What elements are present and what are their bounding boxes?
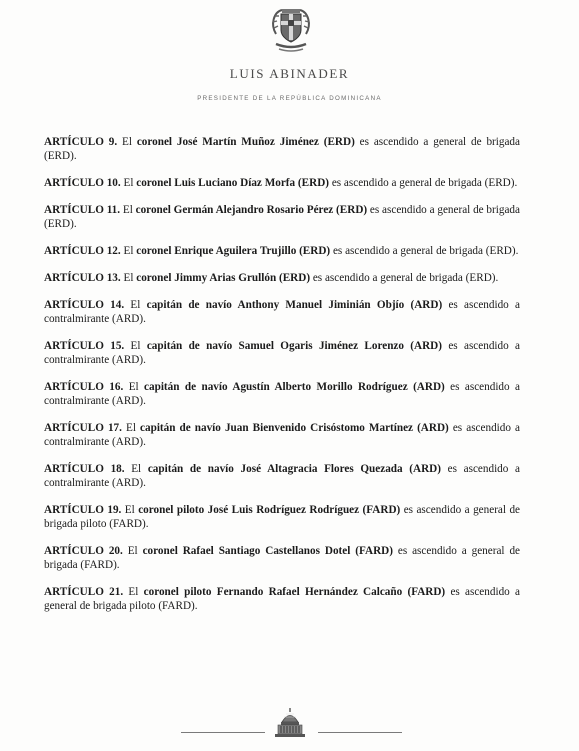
article-label: ARTÍCULO 18. — [44, 463, 125, 476]
article-text: es ascendido a general de brigada (FARD). — [44, 545, 521, 572]
article-text: es ascendido a contralmirante (ARD). — [44, 463, 520, 490]
article-subject: capitán de navío Juan Bienvenido Crisóstomo Martínez (ARD) — [140, 422, 449, 435]
article-paragraph — [44, 339, 520, 367]
article-label: ARTÍCULO 19. — [44, 504, 122, 517]
article-text: El — [124, 340, 147, 353]
article-paragraph — [44, 203, 520, 231]
article-text: es ascendido a contralmirante (ARD). — [44, 299, 520, 326]
article-subject: coronel piloto Fernando Rafael Hernández Calcaño (FARD) — [143, 586, 446, 599]
article-paragraph — [44, 380, 520, 408]
article-text: El — [121, 422, 141, 435]
article-paragraph — [44, 298, 520, 326]
article-label: ARTÍCULO 16. — [44, 381, 124, 394]
article-paragraph — [44, 271, 520, 285]
article-text: El — [120, 245, 137, 258]
article-subject: coronel Germán Alejandro Rosario Pérez (ERD) — [135, 204, 368, 217]
article-label: ARTÍCULO 20. — [44, 545, 123, 558]
articles-list — [44, 124, 520, 626]
article-subject: coronel Luis Luciano Díaz Morfa (ERD) — [136, 177, 330, 190]
article-paragraph — [44, 585, 520, 613]
article-subject: capitán de navío Agustín Alberto Morillo Rodríguez (ARD) — [144, 381, 445, 394]
article-label: ARTÍCULO 15. — [44, 340, 125, 353]
president-name: LUIS ABINADER — [229, 66, 350, 81]
article-subject: coronel Rafael Santiago Castellanos Dotel (FARD) — [142, 545, 393, 558]
article-subject: capitán de navío Samuel Ogaris Jiménez Lorenzo (ARD) — [146, 340, 442, 353]
article-text: El — [117, 136, 137, 149]
article-text: El — [120, 177, 137, 190]
article-subject: coronel José Martín Muñoz Jiménez (ERD) — [136, 136, 355, 149]
article-text: es ascendido a general de brigada (ERD). — [44, 136, 520, 163]
article-text: El — [123, 381, 145, 394]
article-text: es ascendido a general de brigada piloto (FARD). — [44, 586, 520, 613]
article-paragraph — [44, 462, 520, 490]
article-label: ARTÍCULO 11. — [44, 204, 121, 217]
article-subject: coronel Jimmy Arias Grullón (ERD) — [136, 272, 311, 285]
article-label: ARTÍCULO 13. — [44, 272, 121, 285]
article-text: El — [124, 463, 148, 476]
article-text: El — [120, 272, 137, 285]
article-subject: capitán de navío Anthony Manuel Jiminián Objío (ARD) — [146, 299, 443, 312]
article-text: es ascendido a contralmirante (ARD). — [44, 422, 520, 449]
president-title: PRESIDENTE DE LA REPÚBLICA DOMINICANA — [197, 95, 382, 102]
article-text: El — [121, 504, 139, 517]
article-text: El — [124, 299, 147, 312]
national-palace-icon — [272, 708, 308, 738]
article-paragraph — [44, 244, 520, 258]
article-paragraph — [44, 135, 520, 163]
article-label: ARTÍCULO 9. — [44, 136, 118, 149]
article-text: es ascendido a general de brigada (ERD). — [310, 272, 499, 285]
article-paragraph — [44, 176, 520, 190]
article-subject: coronel piloto José Luis Rodríguez Rodríguez (FARD) — [138, 504, 401, 517]
article-label: ARTÍCULO 12. — [44, 245, 121, 258]
footer-divider-right — [318, 732, 402, 733]
coat-of-arms-icon — [268, 4, 314, 54]
article-paragraph — [44, 503, 520, 531]
article-text: es ascendido a general de brigada (ERD). — [329, 177, 518, 190]
article-text: es ascendido a contralmirante (ARD). — [44, 340, 520, 367]
article-text: El — [122, 545, 143, 558]
article-text: El — [123, 586, 144, 599]
article-label: ARTÍCULO 17. — [44, 422, 122, 435]
article-subject: capitán de navío José Altagracia Flores Quezada (ARD) — [147, 463, 441, 476]
article-text: El — [120, 204, 136, 217]
article-paragraph — [44, 421, 520, 449]
article-subject: coronel Enrique Aguilera Trujillo (ERD) — [136, 245, 331, 258]
article-label: ARTÍCULO 14. — [44, 299, 125, 312]
article-text: es ascendido a contralmirante (ARD). — [44, 381, 520, 408]
article-text: es ascendido a general de brigada (ERD). — [330, 245, 519, 258]
footer-divider-left — [181, 732, 265, 733]
article-text: es ascendido a general de brigada (ERD). — [44, 204, 520, 231]
article-text: es ascendido a general de brigada piloto (FARD). — [44, 504, 521, 531]
article-paragraph — [44, 544, 520, 572]
article-label: ARTÍCULO 21. — [44, 586, 124, 599]
article-label: ARTÍCULO 10. — [44, 177, 121, 190]
